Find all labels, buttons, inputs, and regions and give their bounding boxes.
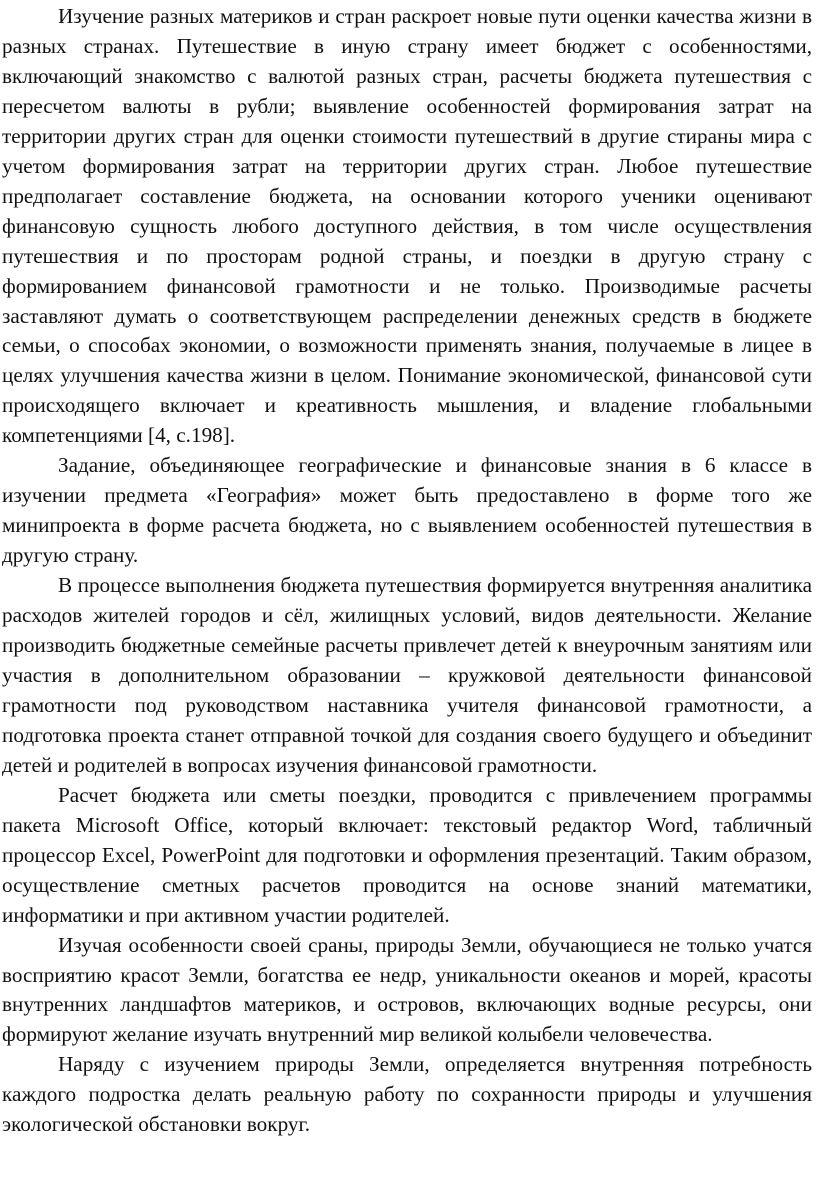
- paragraph-geography-task: Задание, объединяющее географические и финансовые знания в 6 классе в изучении предмета «География» может быть предоставлено в форме того же минипроекта в форме расчета бюджета, но с выявлением особенностей путешествия в другую страну.: [2, 453, 812, 568]
- paragraph-microsoft-office: Расчет бюджета или сметы поездки, проводится с привлечением программы пакета Microsoft Office, который включает: текстовый редактор Word, табличный процессор Excel, PowerPoint для подготовки и оформления презентаций. Таким образом, осуществление сметных расчетов проводится на основе знаний математики, информатики и при активном участии родителей.: [2, 782, 812, 927]
- paragraph-continents-budget: Изучение разных материков и стран раскроет новые пути оценки качества жизни в разных странах. Путешествие в иную страну имеет бюджет с особенностями, включающий знакомство с валютой разных стран, расчеты бюджета путешествия с пересчетом валюты в рубли; выявление особенностей формирования затрат на территории других стран для оценки стоимости путешествий в другие стираны мира с учетом формирования затрат на территории других стран. Любое путешествие предполагает составление бюджета, на основании которого ученики оценивают финансовую сущность любого доступного действия, в том числе осуществления путешествия и по просторам родной страны, и поездки в другую страну с формированием финансовой грамотности и не только. Производимые расчеты заставляют думать о соответствующем распределении денежных средств в бюджете семьи, о способах экономии, о возможности применять знания, получаемые в лицее в целях улучшения качества жизни в целом. Понимание экономической, финансовой сути происходящего включает и креативность мышления, и владение глобальными компетенциями [4, с.198].: [2, 4, 812, 448]
- paragraph-analytics: В процессе выполнения бюджета путешествия формируется внутренняя аналитика расходов жителей городов и сёл, жилищных условий, видов деятельности. Желание производить бюджетные семейные расчеты привлечет детей к внеурочным занятиям или участия в дополнительном образовании – кружковой деятельности финансовой грамотности под руководством наставника учителя финансовой грамотности, а подготовка проекта станет отправной точкой для создания своего будущего и объединит детей и родителей в вопросах изучения финансовой грамотности.: [2, 573, 812, 777]
- paragraph-nature-study: Изучая особенности своей сраны, природы Земли, обучающиеся не только учатся восприятию красот Земли, богатства ее недр, уникальности океанов и морей, красоты внутренних ландшафтов материков, и островов, включающих водные ресурсы, они формируют желание изучать внутренний мир великой колыбели человечества.: [2, 932, 812, 1047]
- paragraph-ecology: Наряду с изучением природы Земли, определяется внутренняя потребность каждого подростка делать реальную работу по сохранности природы и улучшения экологической обстановки вокруг.: [2, 1052, 812, 1137]
